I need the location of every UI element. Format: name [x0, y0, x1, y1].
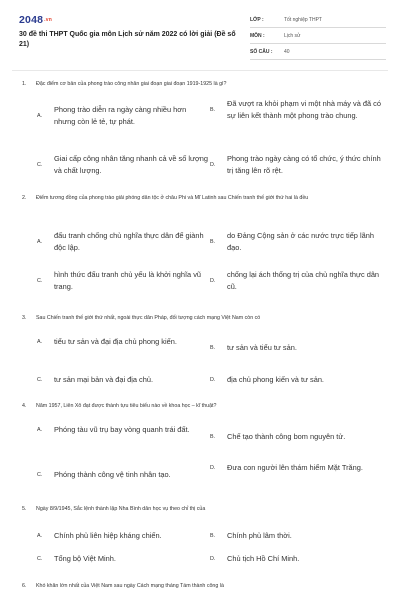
question-number: 1. [22, 81, 27, 87]
question-number: 5. [22, 506, 27, 512]
option-b[interactable] [210, 530, 386, 542]
option-letter: D. [210, 556, 216, 562]
option-letter: C. [37, 162, 43, 168]
option-text: do Đảng Cộng sản ở các nước trực tiếp lãnh đạo. [227, 231, 374, 252]
option-letter: A. [37, 427, 43, 433]
option-c[interactable] [37, 469, 209, 481]
option-b[interactable] [210, 431, 386, 443]
meta-label: MÔN : [250, 33, 265, 39]
site-logo[interactable]: 2048.vn [19, 14, 52, 26]
option-c[interactable] [37, 153, 209, 177]
exam-meta [250, 14, 386, 62]
option-letter: C. [37, 278, 43, 284]
option-text: tiểu tư sản và đại địa chủ phong kiến. [54, 337, 177, 346]
meta-value: Tốt nghiệp THPT [284, 17, 322, 23]
option-text: tư sản mại bản và đại địa chủ. [54, 375, 154, 384]
question-text: Đặc điểm cơ bản của phong trào công nhân giai đoạn giai đoạn 1919-1925 là gì? [36, 81, 227, 87]
option-c[interactable] [37, 269, 209, 293]
meta-value: Lịch sử [284, 33, 301, 39]
exam-title: 30 đề thi THPT Quốc gia môn Lịch sử năm 2022 có lời giải (Đề số 21) [19, 31, 236, 48]
option-c[interactable] [37, 374, 209, 386]
option-letter: C. [37, 377, 43, 383]
option-text: Chủ tịch Hồ Chí Minh. [227, 554, 300, 563]
option-text: Chế tạo thành công bom nguyên tử. [227, 432, 346, 441]
meta-subject-row [250, 30, 386, 44]
option-text: tư sản và tiểu tư sản. [227, 343, 297, 352]
option-c[interactable] [37, 553, 209, 565]
option-a[interactable] [37, 230, 209, 254]
option-letter: A. [37, 533, 43, 539]
question-number: 3. [22, 315, 27, 321]
question-number: 4. [22, 403, 27, 409]
meta-label: SỐ CÂU : [250, 49, 273, 55]
option-letter: D. [210, 162, 216, 168]
option-letter: C. [37, 472, 43, 478]
question-5 [22, 505, 382, 514]
option-d[interactable] [210, 462, 386, 474]
option-b[interactable] [210, 342, 386, 354]
option-text: Phóng tàu vũ trụ bay vòng quanh trái đất. [54, 425, 190, 434]
option-a[interactable] [37, 424, 209, 436]
question-number: 6. [22, 583, 27, 589]
option-b[interactable] [210, 230, 386, 254]
question-number: 2. [22, 195, 27, 201]
meta-class-row [250, 14, 386, 28]
option-d[interactable] [210, 269, 386, 293]
question-3 [22, 314, 382, 323]
option-letter: A. [37, 239, 43, 245]
header-divider [12, 70, 388, 71]
option-a[interactable] [37, 530, 209, 542]
option-text: Đã vượt ra khỏi phạm vi một nhà máy và đã có sự liên kết thành một phong trào chung. [227, 99, 381, 120]
question-stem [22, 505, 382, 514]
option-text: hình thức đấu tranh chủ yếu là khởi nghĩa vũ trang. [54, 270, 202, 291]
question-text: Ngày 8/9/1945, Sắc lệnh thành lập Nha Bình dân học vụ theo chỉ thị của [36, 506, 206, 512]
question-2 [22, 194, 382, 203]
option-text: Tổng bộ Việt Minh. [54, 554, 116, 563]
question-1 [22, 80, 382, 89]
page-header [0, 0, 400, 70]
option-letter: D. [210, 377, 216, 383]
question-stem [22, 402, 382, 411]
option-text: Chính phủ lâm thời. [227, 531, 292, 540]
question-stem [22, 314, 382, 323]
meta-label: LỚP : [250, 17, 264, 23]
option-d[interactable] [210, 374, 386, 386]
option-letter: A. [37, 113, 43, 119]
option-letter: B. [210, 345, 216, 351]
question-6 [22, 582, 382, 591]
option-letter: B. [210, 239, 216, 245]
option-letter: B. [210, 434, 216, 440]
option-letter: D. [210, 278, 216, 284]
meta-count-row [250, 46, 386, 60]
option-b[interactable] [210, 98, 386, 122]
option-text: địa chủ phong kiến và tư sản. [227, 375, 324, 384]
option-d[interactable] [210, 153, 386, 177]
question-stem [22, 194, 382, 203]
option-letter: C. [37, 556, 43, 562]
option-letter: B. [210, 107, 216, 113]
question-stem [22, 80, 382, 89]
question-text: Khó khăn lớn nhất của Việt Nam sau ngày Cách mạng tháng Tám thành công là [36, 583, 224, 589]
option-text: Đưa con người lên thám hiểm Mặt Trăng. [227, 463, 363, 472]
option-text: Giai cấp công nhân tăng nhanh cả về số lượng và chất lượng. [54, 154, 209, 175]
option-text: Phong trào ngày càng có tổ chức, ý thức chính trị tăng lên rõ rệt. [227, 154, 381, 175]
option-text: Chính phủ liên hiệp kháng chiến. [54, 531, 162, 540]
option-text: đấu tranh chống chủ nghĩa thực dân để giành độc lập. [54, 231, 204, 252]
question-4 [22, 402, 382, 411]
option-letter: A. [37, 339, 43, 345]
question-text: Năm 1957, Liên Xô đạt được thành tựu tiêu biểu nào về khoa học – kĩ thuật? [36, 403, 217, 409]
option-letter: D. [210, 465, 216, 471]
option-d[interactable] [210, 553, 386, 565]
question-text: Sau Chiến tranh thế giới thứ nhất, ngoài thực dân Pháp, đối tượng cách mạng Việt Nam còn có [36, 315, 261, 321]
question-text: Điểm tương đồng của phong trào giải phóng dân tộc ở châu Phi và Mĩ Latinh sau Chiến tranh thế giới thứ hai là đều [36, 195, 309, 201]
option-text: Phóng thành công vệ tinh nhân tạo. [54, 470, 171, 479]
option-letter: B. [210, 533, 216, 539]
option-text: chống lại ách thống trị của chủ nghĩa thực dân cũ. [227, 270, 380, 291]
option-a[interactable] [37, 104, 209, 128]
option-a[interactable] [37, 336, 209, 348]
question-stem [22, 582, 382, 591]
meta-value: 40 [284, 49, 290, 55]
option-text: Phong trào diễn ra ngày càng nhiều hơn nhưng còn lẻ tẻ, tự phát. [54, 105, 187, 126]
